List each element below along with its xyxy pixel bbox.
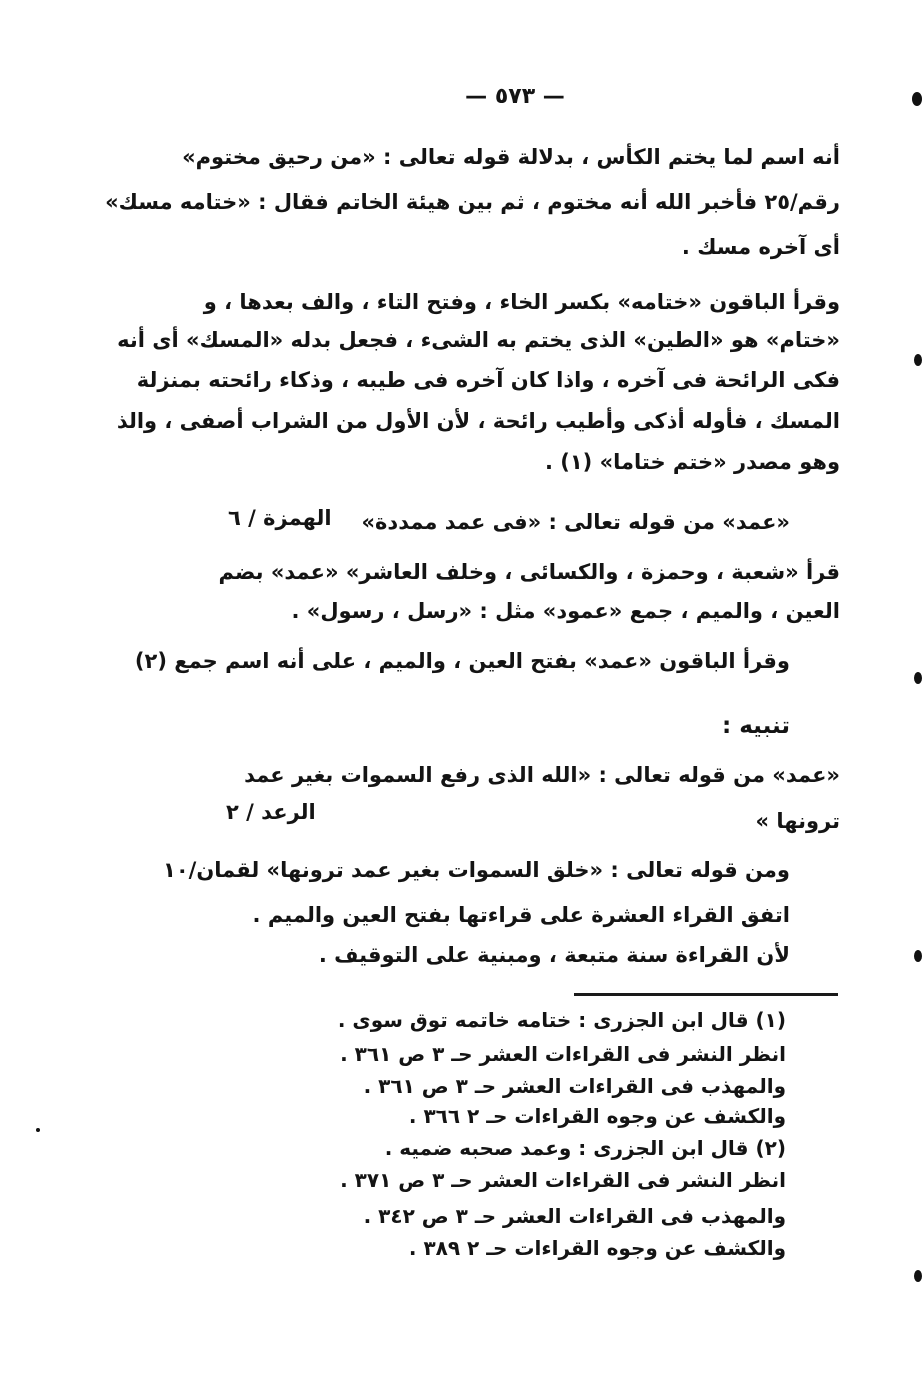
para3-line1: قرأ «شعبة ، وحمزة ، والكسائى ، وخلف العاشر» «عمد» بضم bbox=[218, 560, 840, 584]
scan-mark bbox=[914, 672, 922, 684]
footnote-1-source-1: انظر النشر فى القراءات العشر حـ ٣ ص ٣٦١ . bbox=[340, 1042, 786, 1066]
scan-mark bbox=[36, 1128, 40, 1132]
footnote-2-source-2: والمهذب فى القراءات العشر حـ ٣ ص ٣٤٢ . bbox=[363, 1204, 786, 1228]
para1-line1: أنه اسم لما يختم الكأس ، بدلالة قوله تعالى : «من رحيق مختوم» bbox=[182, 145, 840, 169]
para2-line3: فكى الرائحة فى آخره ، واذا كان آخره فى طيبه ، وذكاء رائحته بمنزلة bbox=[136, 368, 840, 392]
para3-line2: العين ، والميم ، جمع «عمود» مثل : «رسل ، رسول» . bbox=[291, 599, 840, 623]
para2-line4: المسك ، فأوله أذكى وأطيب رائحة ، لأن الأول من الشراب أصفى ، والذ bbox=[116, 409, 840, 433]
amad-verse: «عمد» من قوله تعالى : «فى عمد ممددة» bbox=[361, 510, 790, 534]
para1-line2: رقم/٢٥ فأخبر الله أنه مختوم ، ثم بين هيئة الخاتم فقال : «ختامه مسك» bbox=[105, 190, 840, 214]
footnote-2-source-1: انظر النشر فى القراءات العشر حـ ٣ ص ٣٧١ . bbox=[340, 1168, 786, 1192]
footnote-1-source-2: والمهذب فى القراءات العشر حـ ٣ ص ٣٦١ . bbox=[363, 1074, 786, 1098]
scan-mark bbox=[914, 1270, 922, 1282]
footnote-1: (١) قال ابن الجزرى : ختامه خاتمه توق سوى . bbox=[337, 1008, 786, 1032]
footnote-2-source-3: والكشف عن وجوه القراءات حـ ٢ ٣٨٩ . bbox=[408, 1236, 786, 1260]
footnote-1-source-3: والكشف عن وجوه القراءات حـ ٢ ٣٦٦ . bbox=[408, 1104, 786, 1128]
para2-line5: وهو مصدر «ختم ختاما» (١) . bbox=[544, 450, 840, 474]
footnote-2: (٢) قال ابن الجزرى : وعمد صحبه ضميه . bbox=[384, 1136, 786, 1160]
notice-surah-ref: الرعد / ٢ bbox=[226, 800, 316, 824]
para1-line3: أى آخره مسك . bbox=[681, 235, 840, 259]
notice-line5: لأن القراءة سنة متبعة ، ومبنية على التوقيف . bbox=[318, 943, 790, 967]
footnote-divider bbox=[574, 993, 838, 996]
page-number: — ٥٧٣ — bbox=[465, 84, 565, 109]
amad-surah-ref: الهمزة / ٦ bbox=[228, 506, 332, 530]
notice-heading: تنبيه : bbox=[722, 713, 790, 739]
para2-line2: «ختام» هو «الطين» الذى يختم به الشىء ، فجعل بدله «المسك» أى أنه bbox=[117, 328, 840, 352]
notice-line3: ومن قوله تعالى : «خلق السموات بغير عمد ترونها» لقمان/١٠ bbox=[163, 858, 790, 882]
scan-mark bbox=[914, 950, 922, 962]
notice-line4: اتفق القراء العشرة على قراءتها بفتح العين والميم . bbox=[252, 903, 790, 927]
scan-mark bbox=[914, 354, 922, 366]
scan-mark bbox=[912, 92, 922, 106]
notice-line2: ترونها » bbox=[755, 809, 840, 833]
para2-line1: وقرأ الباقون «ختامه» بكسر الخاء ، وفتح التاء ، والف بعدها ، و bbox=[203, 290, 840, 314]
notice-line1: «عمد» من قوله تعالى : «الله الذى رفع السموات بغير عمد bbox=[244, 763, 840, 787]
para4-line1: وقرأ الباقون «عمد» بفتح العين ، والميم ، على أنه اسم جمع (٢) bbox=[134, 649, 790, 673]
